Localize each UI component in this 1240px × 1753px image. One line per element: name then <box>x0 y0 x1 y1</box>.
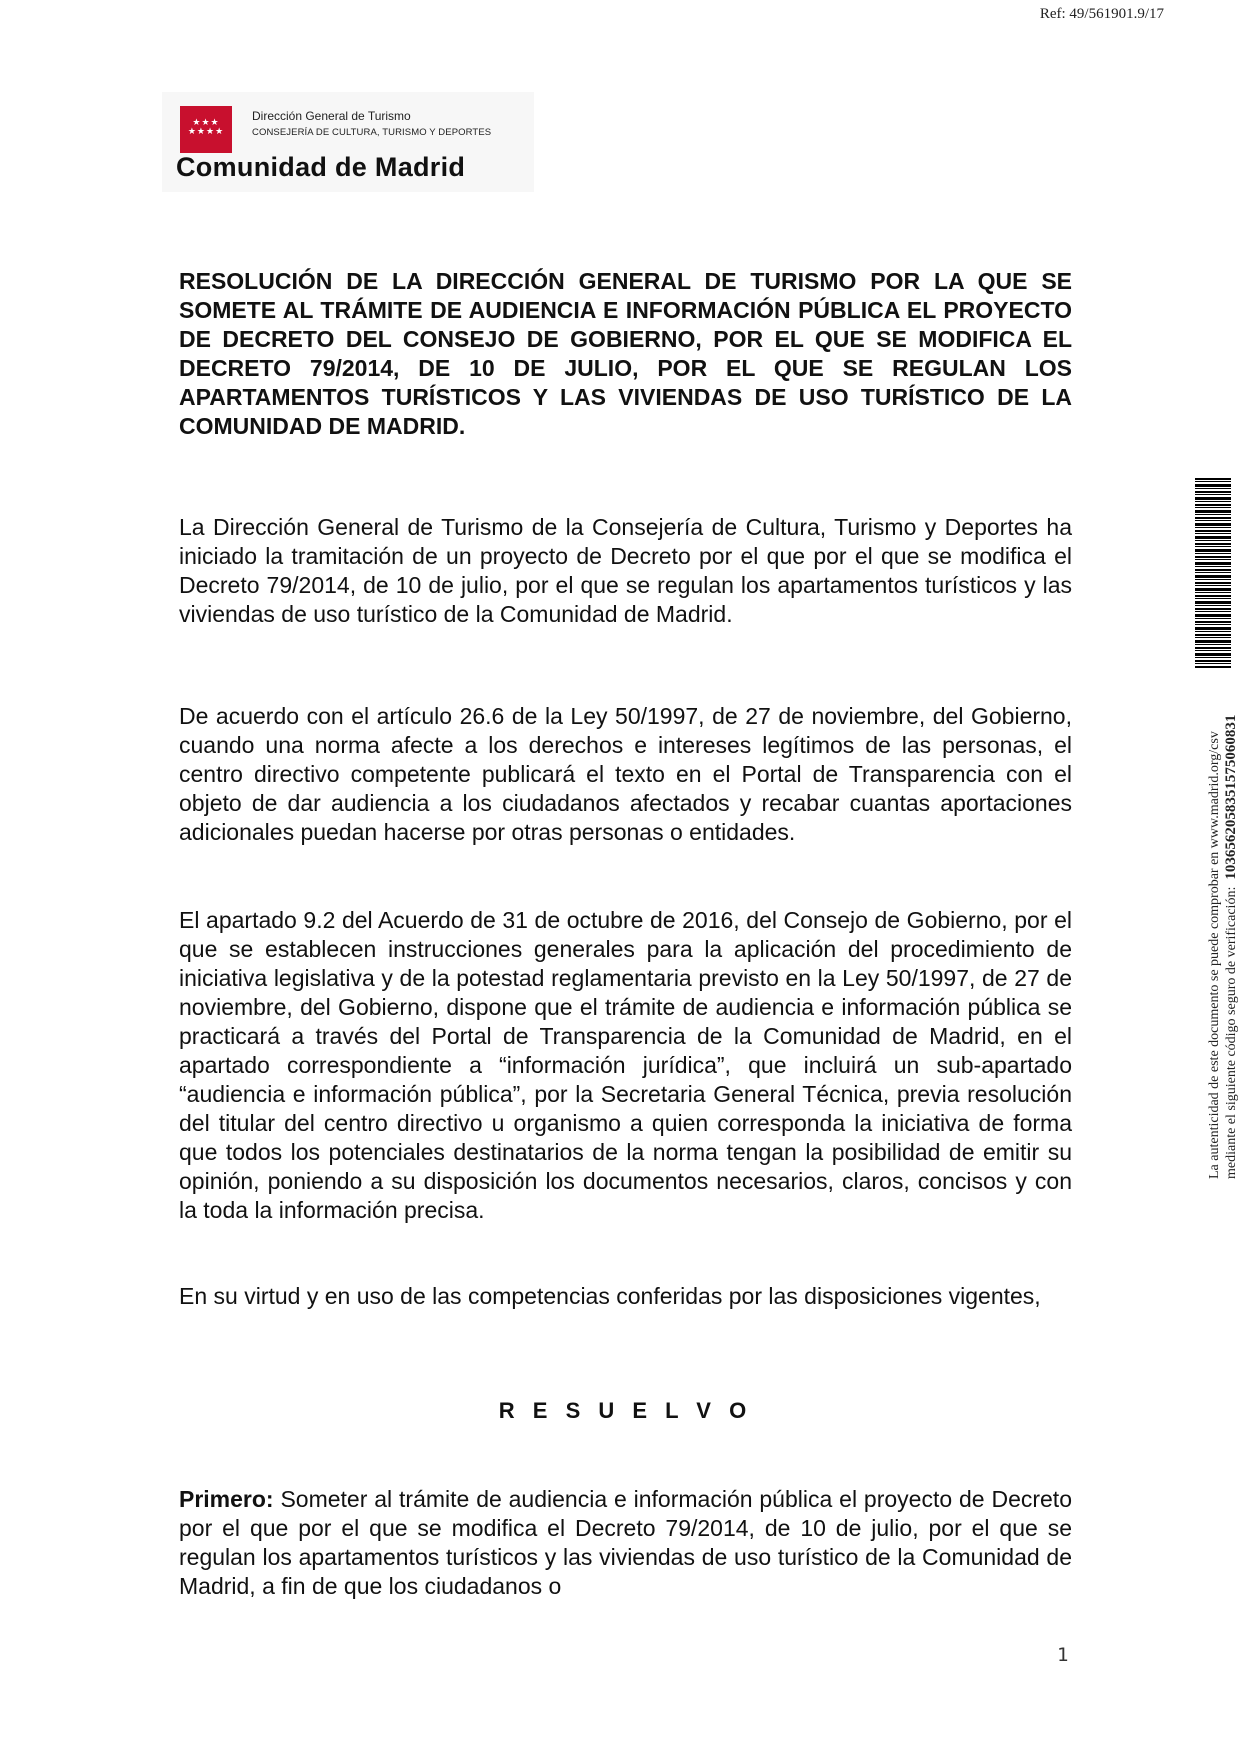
resuelvo-heading: R E S U E L V O <box>498 1398 753 1423</box>
flag-stars-top: ★★★ <box>192 118 220 128</box>
institution-logo <box>162 92 534 192</box>
verification-line-1: La autenticidad de este documento se puede comprobar en www.madrid.org/csv <box>1207 731 1222 1179</box>
verification-code: 1036562058351575060831 <box>1223 714 1239 880</box>
paragraph-agreement: El apartado 9.2 del Acuerdo de 31 de octubre de 2016, del Consejo de Gobierno, por el que se establecen instrucciones generales para la aplicación del procedimiento de iniciativa legislativa y de la potestad reglamentaria previsto en la Ley 50/1997, de 27 de noviembre, del Gobierno, dispone que el trámite de audiencia e información pública se practicará a través del Portal de Transparencia de la Comunidad de Madrid, en el apartado correspondiente a “información jurídica”, que incluirá un sub-apartado “audiencia e información pública”, por la Secretaria General Técnica, previa resolución del titular del centro directivo u organismo a quien corresponda la iniciativa de forma que todos los potenciales destinatarios de la norma tengan la posibilidad de emitir su opinión, poniendo a su disposición los documentos necesarios, claros, concisos y con la toda la información precisa. <box>179 907 1072 1223</box>
paragraph-primero <box>179 1485 1072 1601</box>
paragraph-intro: La Dirección General de Turismo de la Consejería de Cultura, Turismo y Deportes ha iniciado la tramitación de un proyecto de Decreto por el que por el que se modifica el Decreto 79/2014, de 10 de julio, por el que se regulan los apartamentos turísticos y las viviendas de uso turístico de la Comunidad de Madrid. <box>179 514 1072 627</box>
logo-department: Dirección General de Turismo <box>252 109 411 123</box>
document-reference: Ref: 49/561901.9/17 <box>1039 6 1164 22</box>
logo-institution-name: Comunidad de Madrid <box>176 152 466 182</box>
verification-note <box>1206 674 1240 1179</box>
flag-stars-bottom: ★★★★ <box>187 127 225 137</box>
verification-line-2: mediante el siguiente código seguro de verificación: 1036562058351575060831 <box>1223 714 1239 1179</box>
page-number: 1 <box>1057 1644 1069 1666</box>
document-title: RESOLUCIÓN DE LA DIRECCIÓN GENERAL DE TURISMO POR LA QUE SE SOMETE AL TRÁMITE DE AUDIENCIA E INFORMACIÓN PÚBLICA EL PROYECTO DE DECRETO DEL CONSEJO DE GOBIERNO, POR EL QUE SE MODIFICA EL DECRETO 79/2014, DE 10 DE JULIO, POR EL QUE SE REGULAN LOS APARTAMENTOS TURÍSTICOS Y LAS VIVIENDAS DE USO TURÍSTICO DE LA COMUNIDAD DE MADRID. <box>179 268 1072 439</box>
primero-text: Someter al trámite de audiencia e información pública el proyecto de Decreto por el que por el que se modifica el Decreto 79/2014, de 10 de julio, por el que se regulan los apartamentos turísticos y las viviendas de uso turístico de la Comunidad de Madrid, a fin de que los ciudadanos o <box>179 1486 1072 1599</box>
primero-label: Primero: <box>179 1486 274 1512</box>
paragraph-legal-basis: De acuerdo con el artículo 26.6 de la Ley 50/1997, de 27 de noviembre, del Gobierno, cuando una norma afecte a los derechos e intereses legítimos de las personas, el centro directivo competente publicará el texto en el Portal de Transparencia con el objeto de dar audiencia a los ciudadanos afectados y recabar cuantas aportaciones adicionales puedan hacerse por otras personas o entidades. <box>179 703 1072 845</box>
logo-consejeria: CONSEJERÍA DE CULTURA, TURISMO Y DEPORTES <box>252 127 492 138</box>
paragraph-competences: En su virtud y en uso de las competencias conferidas por las disposiciones vigentes, <box>179 1283 1041 1309</box>
madrid-flag-icon <box>180 106 232 153</box>
verification-barcode <box>1195 478 1231 668</box>
